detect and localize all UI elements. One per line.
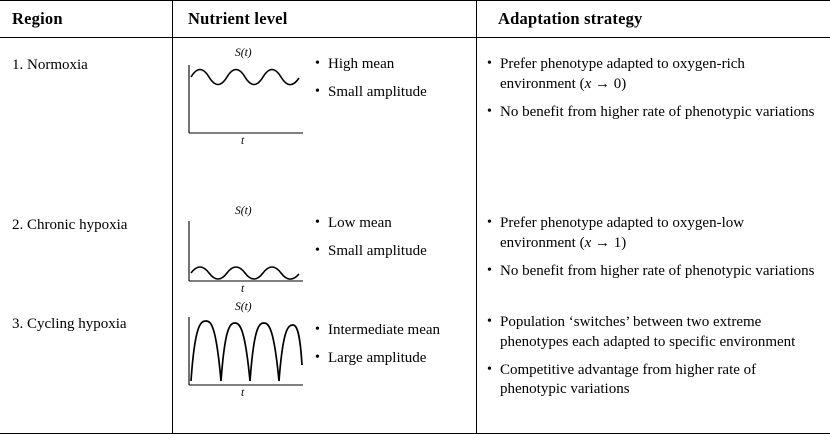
list-item: • Small amplitude <box>315 242 465 262</box>
list-item: • Competitive advantage from higher rate of phenotypic variations <box>487 361 822 401</box>
nutrient-points-list <box>315 321 465 377</box>
nutrient-plot-chronic-hypoxia <box>183 205 307 299</box>
table-row <box>0 291 830 433</box>
list-item: • Intermediate mean <box>315 321 465 341</box>
list-item: • Prefer phenotype adapted to oxygen-low environment (x → 1) <box>487 214 822 254</box>
plot-y-axis-label: S(t) <box>235 47 252 59</box>
table-row <box>0 37 830 169</box>
region-label: 2. Chronic hypoxia <box>12 217 128 233</box>
list-item: • Population ‘switches’ between two extreme phenotypes each adapted to specific environment <box>487 313 822 353</box>
plot-y-axis-label: S(t) <box>235 301 252 313</box>
adaptation-points-list <box>487 55 822 130</box>
plot-x-axis-label: t <box>241 135 245 147</box>
nutrient-points-list <box>315 214 465 270</box>
waveform-graph <box>183 209 307 299</box>
column-header-nutrient-level: Nutrient level <box>188 9 288 28</box>
column-header-region: Region <box>12 9 63 28</box>
nutrient-plot-cycling-hypoxia <box>183 303 307 401</box>
list-item: • Small amplitude <box>315 83 465 103</box>
list-item: • Low mean <box>315 214 465 234</box>
column-header-adaptation-strategy: Adaptation strategy <box>498 9 643 28</box>
waveform-graph <box>183 303 307 401</box>
plot-x-axis-label: t <box>241 283 245 295</box>
list-item: • High mean <box>315 55 465 75</box>
list-item: • Large amplitude <box>315 349 465 369</box>
plot-y-axis-label: S(t) <box>235 205 252 217</box>
region-label: 1. Normoxia <box>12 57 88 73</box>
table-row <box>0 169 830 295</box>
adaptation-points-list <box>487 214 822 289</box>
list-item: • No benefit from higher rate of phenotypic variations <box>487 262 822 282</box>
plot-x-axis-label: t <box>241 387 245 399</box>
nutrient-plot-normoxia <box>183 49 307 151</box>
nutrient-points-list <box>315 55 465 111</box>
region-label: 3. Cycling hypoxia <box>12 316 127 332</box>
table-header-row <box>0 0 830 37</box>
list-item: • Prefer phenotype adapted to oxygen-rich environment (x → 0) <box>487 55 822 95</box>
adaptation-points-list <box>487 313 822 408</box>
list-item: • No benefit from higher rate of phenotypic variations <box>487 103 822 123</box>
waveform-graph <box>183 49 307 151</box>
